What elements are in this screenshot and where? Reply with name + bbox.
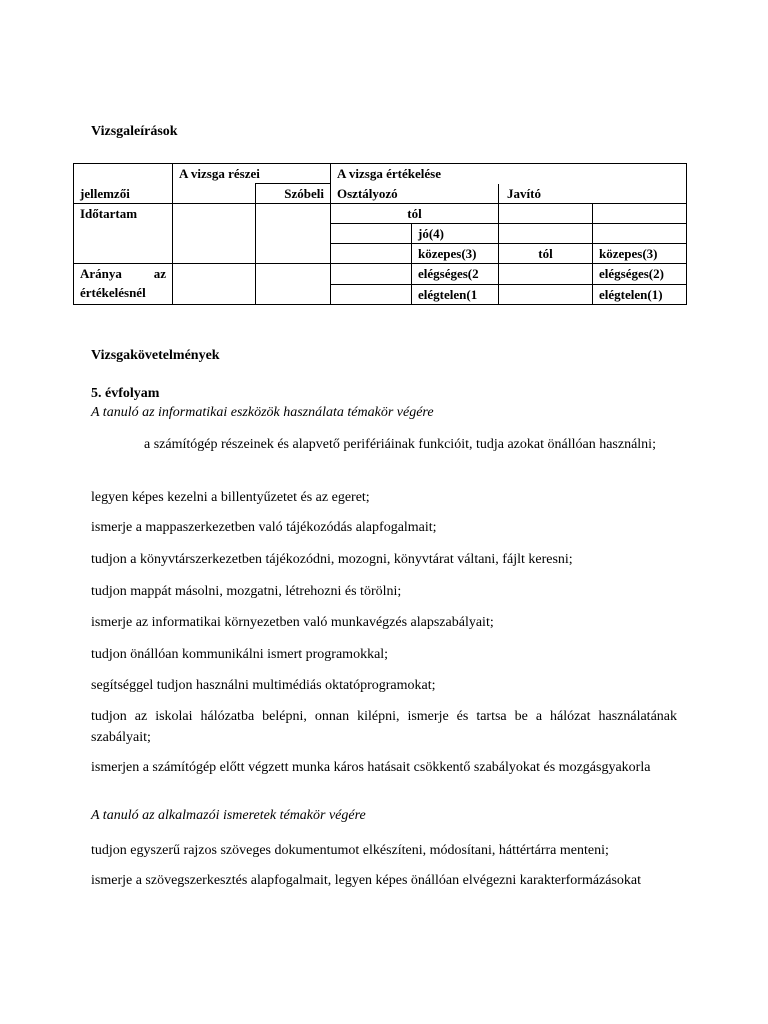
table-cell xyxy=(256,204,331,264)
requirement-item: ismerje az informatikai környezetben való munkavégzés alapszabályait; xyxy=(91,615,494,630)
page-title: Vizsgaleírások xyxy=(91,124,178,139)
table-cell-elegtelen: elégtelen(1 xyxy=(412,284,499,305)
requirement-item: tudjon az iskolai hálózatba belépni, onnan kilépni, ismerje és tartsa be a hálózat használatának szabályait; xyxy=(91,709,677,745)
table-header-szobeli: Szóbeli xyxy=(256,184,331,204)
table-cell xyxy=(331,264,412,285)
table-cell-elegseges: elégséges(2) xyxy=(593,264,687,285)
topic2-heading: A tanuló az alkalmazói ismeretek témakör végére xyxy=(91,808,366,823)
requirement-item: tudjon egyszerű rajzos szöveges dokumentumot elkészíteni, módosítani, háttértárra menteni; xyxy=(91,843,609,858)
exam-table xyxy=(73,163,687,305)
table-cell xyxy=(256,264,331,305)
requirement-item: legyen képes kezelni a billentyűzetet és az egeret; xyxy=(91,490,370,505)
table-cell-aranya xyxy=(74,264,173,305)
table-cell-jo: jó(4) xyxy=(412,224,499,244)
requirements-heading: Vizsgakövetelmények xyxy=(91,348,220,363)
table-row xyxy=(74,164,687,184)
table-cell xyxy=(331,224,412,244)
table-cell xyxy=(499,204,593,224)
table-cell xyxy=(173,204,256,264)
table-cell-idotartam: Időtartam xyxy=(74,204,173,264)
requirement-item: ismerjen a számítógép előtt végzett munka káros hatásait csökkentő szabályokat és mozgásgyakorla xyxy=(91,760,651,775)
table-row xyxy=(74,264,687,285)
table-cell xyxy=(74,164,173,184)
table-cell xyxy=(499,224,593,244)
grade-heading: 5. évfolyam xyxy=(91,386,160,401)
table-cell xyxy=(499,264,593,285)
table-cell-elegseges: elégséges(2 xyxy=(412,264,499,285)
table-cell-elegtelen: elégtelen(1) xyxy=(593,284,687,305)
table-cell xyxy=(331,284,412,305)
table-header-jellemzoi: jellemzői xyxy=(74,184,173,204)
table-cell xyxy=(331,244,412,264)
table-cell xyxy=(593,224,687,244)
ertekelesnel-line: értékelésnél xyxy=(80,285,146,300)
table-cell-tol: tól xyxy=(331,204,499,224)
table-cell-kozepes: közepes(3) xyxy=(593,244,687,264)
requirement-item: segítséggel tudjon használni multimédiás oktatóprogramokat; xyxy=(91,678,436,693)
table-header-javito: Javító xyxy=(499,184,687,204)
table-header-osztalyozo: Osztályozó xyxy=(331,184,499,204)
table-row xyxy=(74,184,687,204)
requirement-item: ismerje a mappaszerkezetben való tájékozódás alapfogalmait; xyxy=(91,520,437,535)
requirement-item: tudjon mappát másolni, mozgatni, létrehozni és törölni; xyxy=(91,584,402,599)
requirement-item: tudjon a könyvtárszerkezetben tájékozódni, mozogni, könyvtárat váltani, fájlt keresni; xyxy=(91,552,573,567)
table-cell xyxy=(173,184,256,204)
requirement-item: a számítógép részeinek és alapvető perifériáinak funkcióit, tudja azokat önállóan használni; xyxy=(144,437,656,452)
table-cell xyxy=(593,204,687,224)
table-row xyxy=(74,204,687,224)
table-cell-tol: tól xyxy=(499,244,593,264)
table-cell xyxy=(173,264,256,305)
table-header-ertekelese: A vizsga értékelése xyxy=(331,164,687,184)
topic1-heading: A tanuló az informatikai eszközök használata témakör végére xyxy=(91,405,434,420)
aranya-word: Aránya xyxy=(80,266,122,281)
requirement-item: tudjon önállóan kommunikálni ismert programokkal; xyxy=(91,647,389,662)
table-cell-kozepes: közepes(3) xyxy=(412,244,499,264)
table-cell xyxy=(499,284,593,305)
aranya-line xyxy=(80,264,166,283)
aranya-word: az xyxy=(153,266,166,281)
requirement-item: ismerje a szövegszerkesztés alapfogalmait, legyen képes önállóan elvégezni karakterformázásokat xyxy=(91,873,642,888)
table-header-reszei: A vizsga részei xyxy=(173,164,331,184)
